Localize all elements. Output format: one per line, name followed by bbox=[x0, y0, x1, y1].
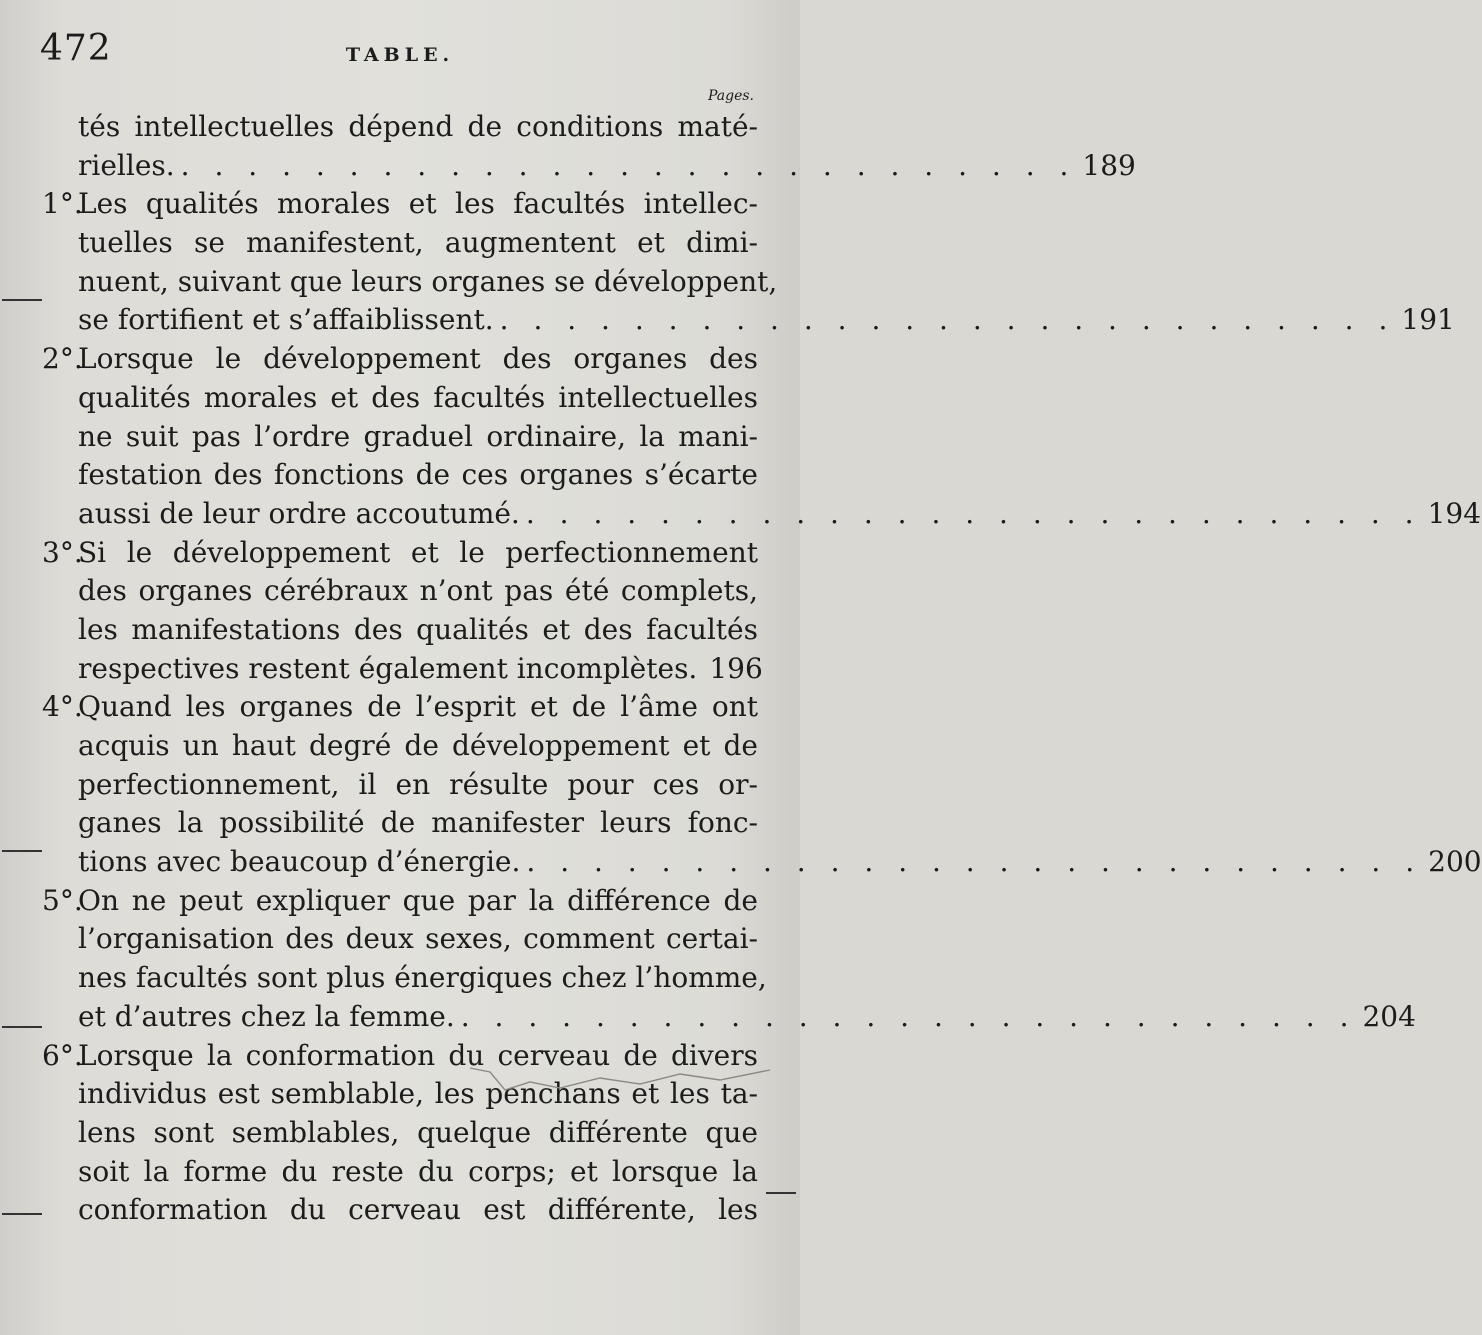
toc-line bbox=[42, 534, 758, 573]
entry-text: les manifestations des qualités et des facultés bbox=[78, 612, 758, 646]
paper-tear bbox=[470, 1060, 770, 1100]
toc-line bbox=[42, 882, 758, 921]
entry-number: 2°. bbox=[42, 342, 83, 376]
toc-line bbox=[42, 456, 758, 495]
toc-line bbox=[42, 1114, 758, 1153]
toc-line-final bbox=[42, 650, 763, 689]
entry-text: individus est semblable, les penchans et les ta- bbox=[78, 1077, 758, 1111]
leader-dots: . . . . . . . . . . . . . . . . . . . . . . . . . . . bbox=[180, 148, 1077, 182]
toc-line bbox=[42, 224, 758, 263]
margin-mark bbox=[2, 1213, 42, 1215]
toc-line bbox=[42, 611, 758, 650]
margin-mark bbox=[2, 299, 42, 301]
margin-mark bbox=[766, 1192, 796, 1194]
entry-text: lens sont semblables, quelque différente que bbox=[78, 1115, 758, 1149]
entry-text: l’organisation des deux sexes, comment certai- bbox=[78, 922, 758, 956]
leader-dots: . . . . . . . . . . . . . . . . . . . . . . . . . . . bbox=[499, 303, 1396, 337]
margin-mark bbox=[2, 850, 42, 852]
toc-line bbox=[42, 572, 758, 611]
entry-text: tés intellectuelles dépend de conditions maté- bbox=[78, 110, 758, 143]
entry-text: acquis un haut degré de développement et de bbox=[78, 729, 758, 762]
toc-line bbox=[42, 263, 778, 302]
page-number: 472 bbox=[40, 28, 112, 69]
entry-text: festation des fonctions de ces organes s’écarte bbox=[78, 458, 758, 492]
entry-number: 6°. bbox=[42, 1038, 83, 1072]
entry-text: rielles. bbox=[78, 148, 175, 182]
leader-dots: . . . . . . . . . . . . . . . . . . . . . . . . . . . bbox=[525, 496, 1422, 530]
page-reference: 196 bbox=[709, 651, 763, 685]
toc-line bbox=[42, 379, 758, 418]
entry-number: 4°. bbox=[42, 690, 83, 724]
toc-line bbox=[42, 185, 758, 224]
toc-line-final bbox=[42, 998, 1416, 1037]
entry-text: ganes la possibilité de manifester leurs fonc- bbox=[78, 806, 758, 840]
toc-line bbox=[42, 727, 758, 766]
entry-text: perfectionnement, il en résulte pour ces or- bbox=[78, 767, 758, 801]
entry-text: tions avec beaucoup d’énergie. bbox=[78, 845, 521, 879]
page-reference: 204 bbox=[1362, 999, 1416, 1033]
toc-line-final bbox=[42, 495, 1482, 534]
entry-text: Lorsque le développement des organes des bbox=[78, 342, 758, 376]
entry-text: tuelles se manifestent, augmentent et dimi- bbox=[78, 226, 758, 260]
entry-text: se fortifient et s’affaiblissent. bbox=[78, 303, 494, 337]
entry-text: Si le développement et le perfectionnement bbox=[78, 535, 758, 569]
toc-line bbox=[42, 688, 758, 727]
entry-text: ne suit pas l’ordre graduel ordinaire, la mani- bbox=[78, 419, 758, 453]
page-reference: 189 bbox=[1082, 148, 1136, 182]
entry-number: 5°. bbox=[42, 883, 83, 917]
entry-number: 1°. bbox=[42, 187, 83, 221]
pages-column-label: Pages. bbox=[707, 88, 754, 104]
entry-text: soit la forme du reste du corps; et lorsque la bbox=[78, 1154, 758, 1188]
leader-dots: . . . . . . . . . . . . . . . . . . . . . . . . . . . bbox=[526, 845, 1423, 879]
toc-line bbox=[42, 108, 758, 147]
page-reference: 194 bbox=[1427, 496, 1482, 530]
entry-text: Lorsque la conformation du cerveau de divers bbox=[78, 1038, 758, 1072]
entry-text: Les qualités morales et les facultés intellec- bbox=[78, 187, 758, 221]
entry-text: aussi de leur ordre accoutumé. bbox=[78, 496, 520, 530]
toc-line bbox=[42, 804, 758, 843]
entry-text: qualités morales et des facultés intellectuelles bbox=[78, 380, 758, 414]
leader-dots: . . . . . . . . . . . . . . . . . . . . . . . . . . . bbox=[460, 999, 1357, 1033]
toc-line bbox=[42, 766, 758, 805]
toc-line-final bbox=[42, 147, 1136, 186]
toc-line bbox=[42, 418, 758, 457]
entry-text: nes facultés sont plus énergiques chez l’homme, bbox=[78, 961, 767, 995]
running-title: TABLE. bbox=[345, 44, 455, 66]
toc-line bbox=[42, 340, 758, 379]
margin-mark bbox=[2, 1026, 42, 1028]
entry-text: Quand les organes de l’esprit et de l’âme ont bbox=[78, 690, 758, 724]
entry-text: respectives restent également incomplètes. bbox=[78, 651, 698, 685]
entry-number: 3°. bbox=[42, 535, 83, 569]
entry-text: des organes cérébraux n’ont pas été complets, bbox=[78, 574, 758, 608]
page-reference: 200 bbox=[1428, 845, 1482, 879]
toc-line bbox=[42, 920, 758, 959]
toc-line-final bbox=[42, 843, 1482, 882]
toc-line-final bbox=[42, 301, 1455, 340]
entry-text: On ne peut expliquer que par la différence de bbox=[78, 883, 758, 917]
entry-text: nuent, suivant que leurs organes se développent, bbox=[78, 264, 778, 298]
entry-text: conformation du cerveau est différente, les bbox=[78, 1193, 758, 1227]
entry-text: et d’autres chez la femme. bbox=[78, 999, 455, 1033]
toc-line bbox=[42, 1191, 758, 1230]
toc-line bbox=[42, 1153, 758, 1192]
page-reference: 191 bbox=[1401, 303, 1455, 337]
toc-line bbox=[42, 959, 767, 998]
